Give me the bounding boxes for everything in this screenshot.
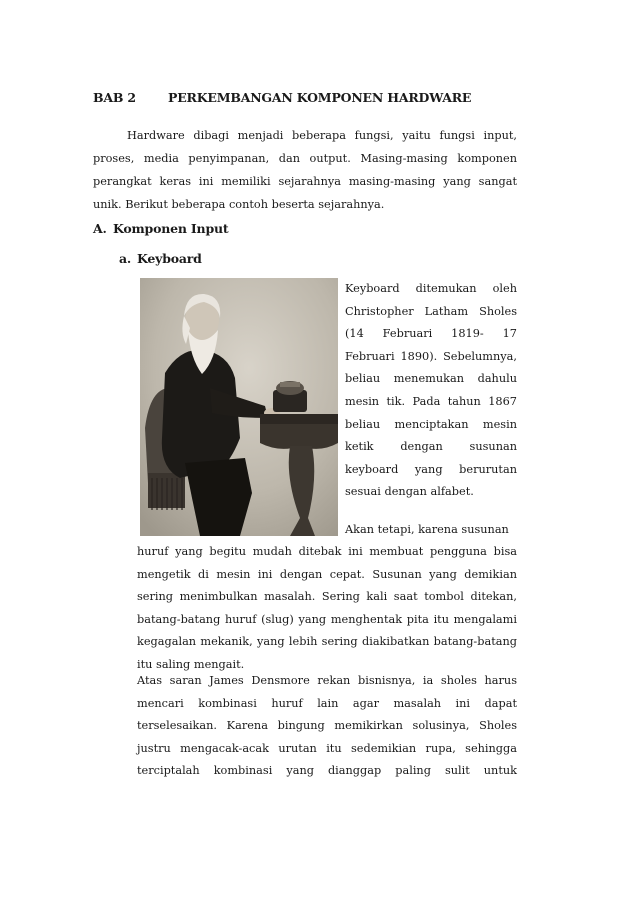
subsection-title: Keyboard (137, 251, 202, 266)
section-title: Komponen Input (113, 221, 229, 236)
chapter-number: BAB 2 (93, 90, 136, 105)
paragraph-lead: Akan tetapi, karena susunan (345, 523, 509, 536)
chapter-title: PERKEMBANGAN KOMPONEN HARDWARE (168, 90, 472, 105)
paragraph-densmore: Atas saran James Densmore rekan bisnisnya, ia sholes harus mencari kombinasi huruf lain agar masalah ini dapat terselesaikan. Karena bingung memikirkan solusinya, Sholes justru mengacak-acak urutan itu sedemikian rupa, sehingga terciptalah kombinasi yang dianggap paling sulit untuk (137, 674, 517, 778)
subsection-heading-keyboard (119, 251, 202, 266)
section-heading-input (93, 221, 228, 236)
subsection-label: a. (119, 251, 132, 266)
paragraph-keyboard-problem: huruf yang begitu mudah ditebak ini membuat pengguna bisa mengetik di mesin ini dengan cepat. Susunan yang demikian sering menimbulkan masalah. Sering kali saat tombol ditekan, batang-batang huruf (slug) yang menghentak pita itu mengalami kegagalan mekanik, yang lebih sering diakibatkan batang-batang itu saling mengait. (137, 545, 517, 671)
portrait-photo-icon (140, 278, 338, 536)
section-label: A. (93, 221, 107, 236)
keyboard-inventor-text: Keyboard ditemukan oleh Christopher Latham Sholes (14 Februari 1819- 17 Februari 1890). Sebelumnya, beliau menemukan dahulu mesin tik. Pada tahun 1867 beliau menciptakan mesin ketik dengan susunan keyboard yang berurutan sesuai dengan alfabet. (345, 282, 517, 499)
intro-paragraph: Hardware dibagi menjadi beberapa fungsi, yaitu fungsi input, proses, media penyimpanan, dan output. Masing-masing komponen perangkat keras ini memiliki sejarahnya masing-masing yang sangat unik. Berikut beberapa contoh beserta sejarahnya. (93, 129, 517, 211)
